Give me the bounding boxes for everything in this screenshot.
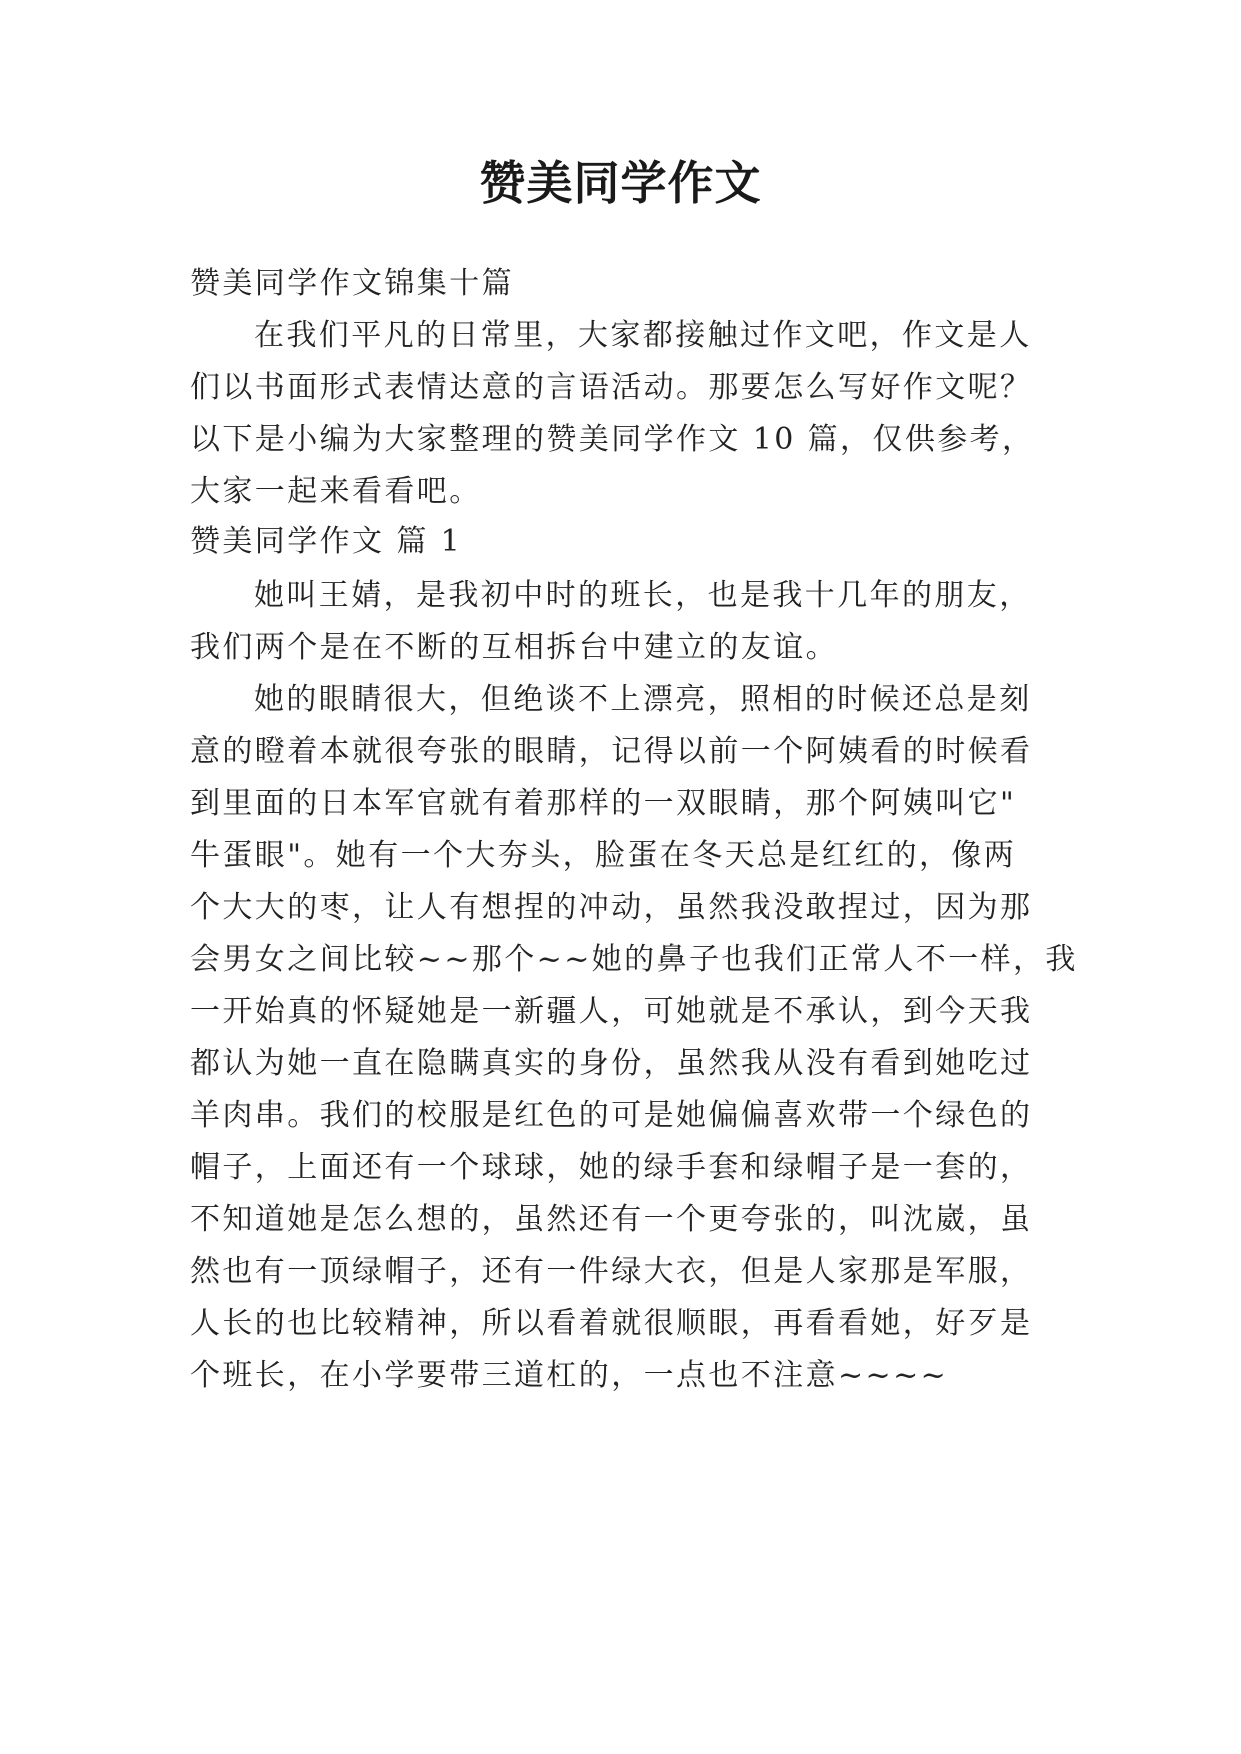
document-subtitle: 赞美同学作文锦集十篇 [190, 266, 514, 301]
paragraph-line: 不知道她是怎么想的，虽然还有一个更夸张的，叫沈崴，虽 [190, 1202, 1033, 1237]
paragraph-line: 她的眼睛很大，但绝谈不上漂亮，照相的时候还总是刻 [254, 682, 1032, 717]
paragraph-line: 然也有一顶绿帽子，还有一件绿大衣，但是人家那是军服， [190, 1254, 1033, 1289]
intro-line: 在我们平凡的日常里，大家都接触过作文吧，作文是人 [254, 318, 1032, 353]
intro-line: 们以书面形式表情达意的言语活动。那要怎么写好作文呢？ [190, 370, 1033, 405]
section-heading: 赞美同学作文 篇 1 [190, 524, 463, 559]
paragraph-line: 个大大的枣，让人有想捏的冲动，虽然我没敢捏过，因为那 [190, 890, 1033, 925]
paragraph-line: 一开始真的怀疑她是一新疆人，可她就是不承认，到今天我 [190, 994, 1033, 1029]
intro-line: 以下是小编为大家整理的赞美同学作文 10 篇，仅供参考， [190, 422, 1035, 457]
document-title: 赞美同学作文 [479, 156, 762, 210]
intro-line: 大家一起来看看吧。 [190, 474, 482, 509]
paragraph-line: 她叫王婧，是我初中时的班长，也是我十几年的朋友， [254, 578, 1032, 613]
paragraph-line: 都认为她一直在隐瞒真实的身份，虽然我从没有看到她吃过 [190, 1046, 1033, 1081]
paragraph-line: 到里面的日本军官就有着那样的一双眼睛，那个阿姨叫它" [190, 786, 1017, 821]
paragraph-line: 帽子，上面还有一个球球，她的绿手套和绿帽子是一套的， [190, 1150, 1033, 1185]
paragraph-line: 牛蛋眼"。她有一个大夯头，脸蛋在冬天总是红红的，像两 [190, 838, 1017, 873]
paragraph-line: 意的瞪着本就很夸张的眼睛，记得以前一个阿姨看的时候看 [190, 734, 1033, 769]
paragraph-line: 羊肉串。我们的校服是红色的可是她偏偏喜欢带一个绿色的 [190, 1098, 1033, 1133]
paragraph-line: 我们两个是在不断的互相拆台中建立的友谊。 [190, 630, 838, 665]
paragraph-line: 人长的也比较精神，所以看着就很顺眼，再看看她，好歹是 [190, 1306, 1033, 1341]
paragraph-line: 个班长，在小学要带三道杠的，一点也不注意~~~~ [190, 1358, 949, 1393]
paragraph-line: 会男女之间比较~~那个~~她的鼻子也我们正常人不一样，我 [190, 942, 1078, 977]
